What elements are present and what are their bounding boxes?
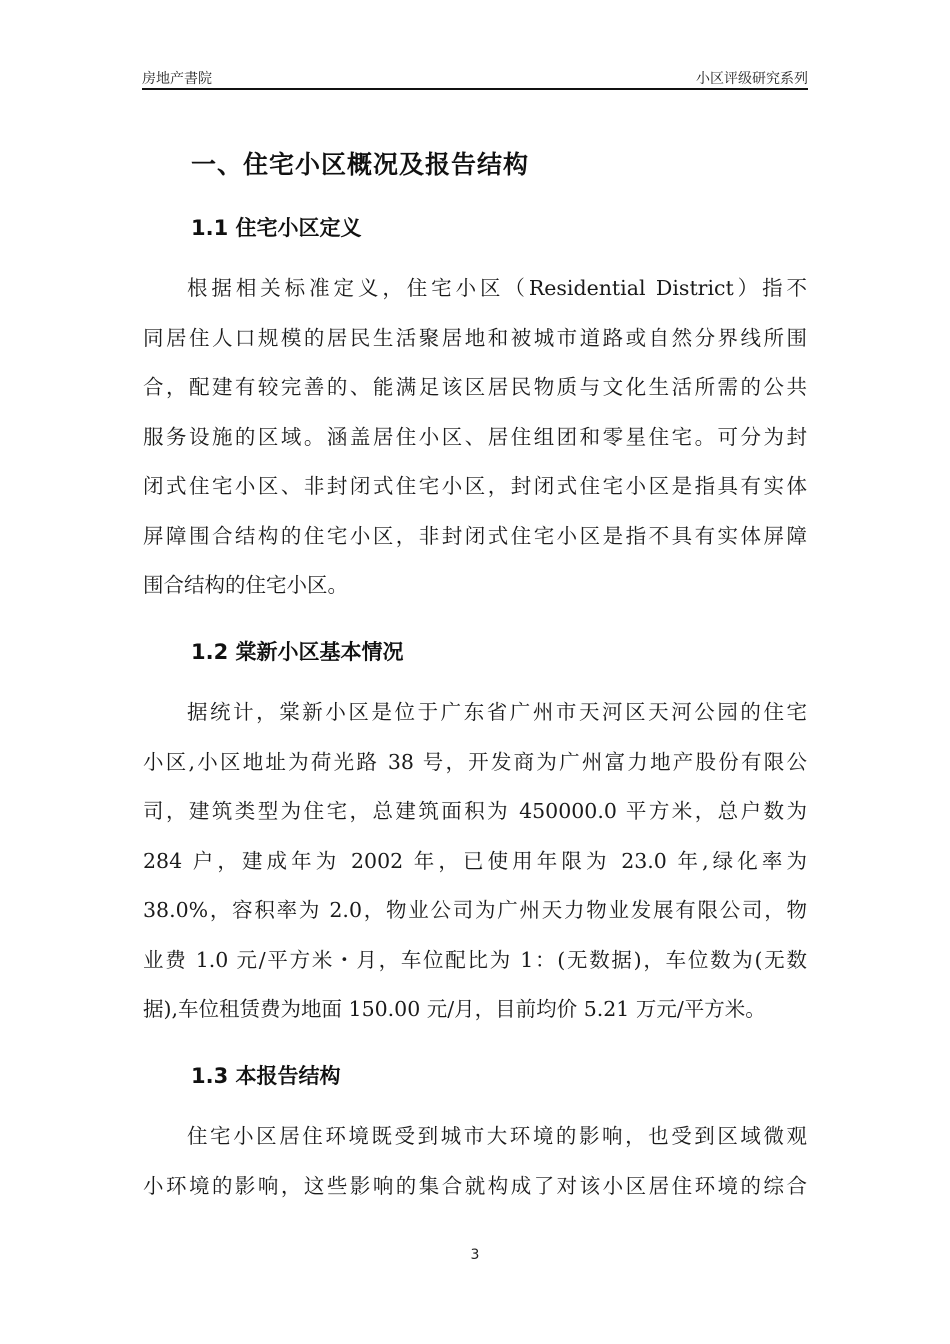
section-1-2-paragraph: [143, 688, 807, 1035]
chapter-title: 一、住宅小区概况及报告结构: [191, 150, 530, 179]
text-line: 住宅小区居住环境既受到城市大环境的影响，也受到区域微观: [187, 1124, 807, 1148]
header-publisher: 房地产書院: [142, 71, 212, 87]
section-heading-1-3: 1.3 本报告结构: [191, 1064, 341, 1088]
text-line: 据统计，棠新小区是位于广东省广州市天河区天河公园的住宅: [187, 700, 807, 724]
text-line: 合，配建有较完善的、能满足该区居民物质与文化生活所需的公共: [143, 375, 807, 399]
section-heading-1-1: 1.1 住宅小区定义: [191, 216, 362, 240]
page-number: 3: [470, 1247, 480, 1263]
text-line: 38.0%，容积率为 2.0，物业公司为广州天力物业发展有限公司，物: [143, 898, 807, 922]
page-header: [142, 66, 808, 88]
text-line: 小环境的影响，这些影响的集合就构成了对该小区居住环境的综合: [143, 1173, 807, 1198]
text-line: 根据相关标准定义，住宅小区（Residential District）指不: [187, 276, 807, 300]
text-line: 闭式住宅小区、非封闭式住宅小区，封闭式住宅小区是指具有实体: [143, 474, 807, 498]
text-line: 屏障围合结构的住宅小区，非封闭式住宅小区是指不具有实体屏障: [143, 523, 807, 548]
text-line: 司，建筑类型为住宅，总建筑面积为 450000.0 平方米，总户数为: [143, 799, 807, 823]
header-divider: [142, 88, 808, 90]
section-heading-1-2: 1.2 棠新小区基本情况: [191, 640, 404, 664]
text-line: 284 户，建成年为 2002 年，已使用年限为 23.0 年,绿化率为: [143, 848, 807, 873]
text-line: 同居住人口规模的居民生活聚居地和被城市道路或自然分界线所围: [143, 325, 807, 350]
text-line: 小区,小区地址为荷光路 38 号，开发商为广州富力地产股份有限公: [143, 749, 807, 774]
text-line: 业费 1.0 元/平方米・月，车位配比为 1：(无数据)，车位数为(无数: [143, 947, 807, 972]
header-series: 小区评级研究系列: [696, 71, 808, 87]
text-line: 据),车位租赁费为地面 150.00 元/月，目前均价 5.21 万元/平方米。: [143, 997, 766, 1021]
section-1-1-paragraph: [143, 264, 807, 611]
text-line: 服务设施的区域。涵盖居住小区、居住组团和零星住宅。可分为封: [143, 424, 807, 449]
text-line: 围合结构的住宅小区。: [143, 573, 348, 597]
section-1-3-paragraph: [143, 1112, 807, 1211]
